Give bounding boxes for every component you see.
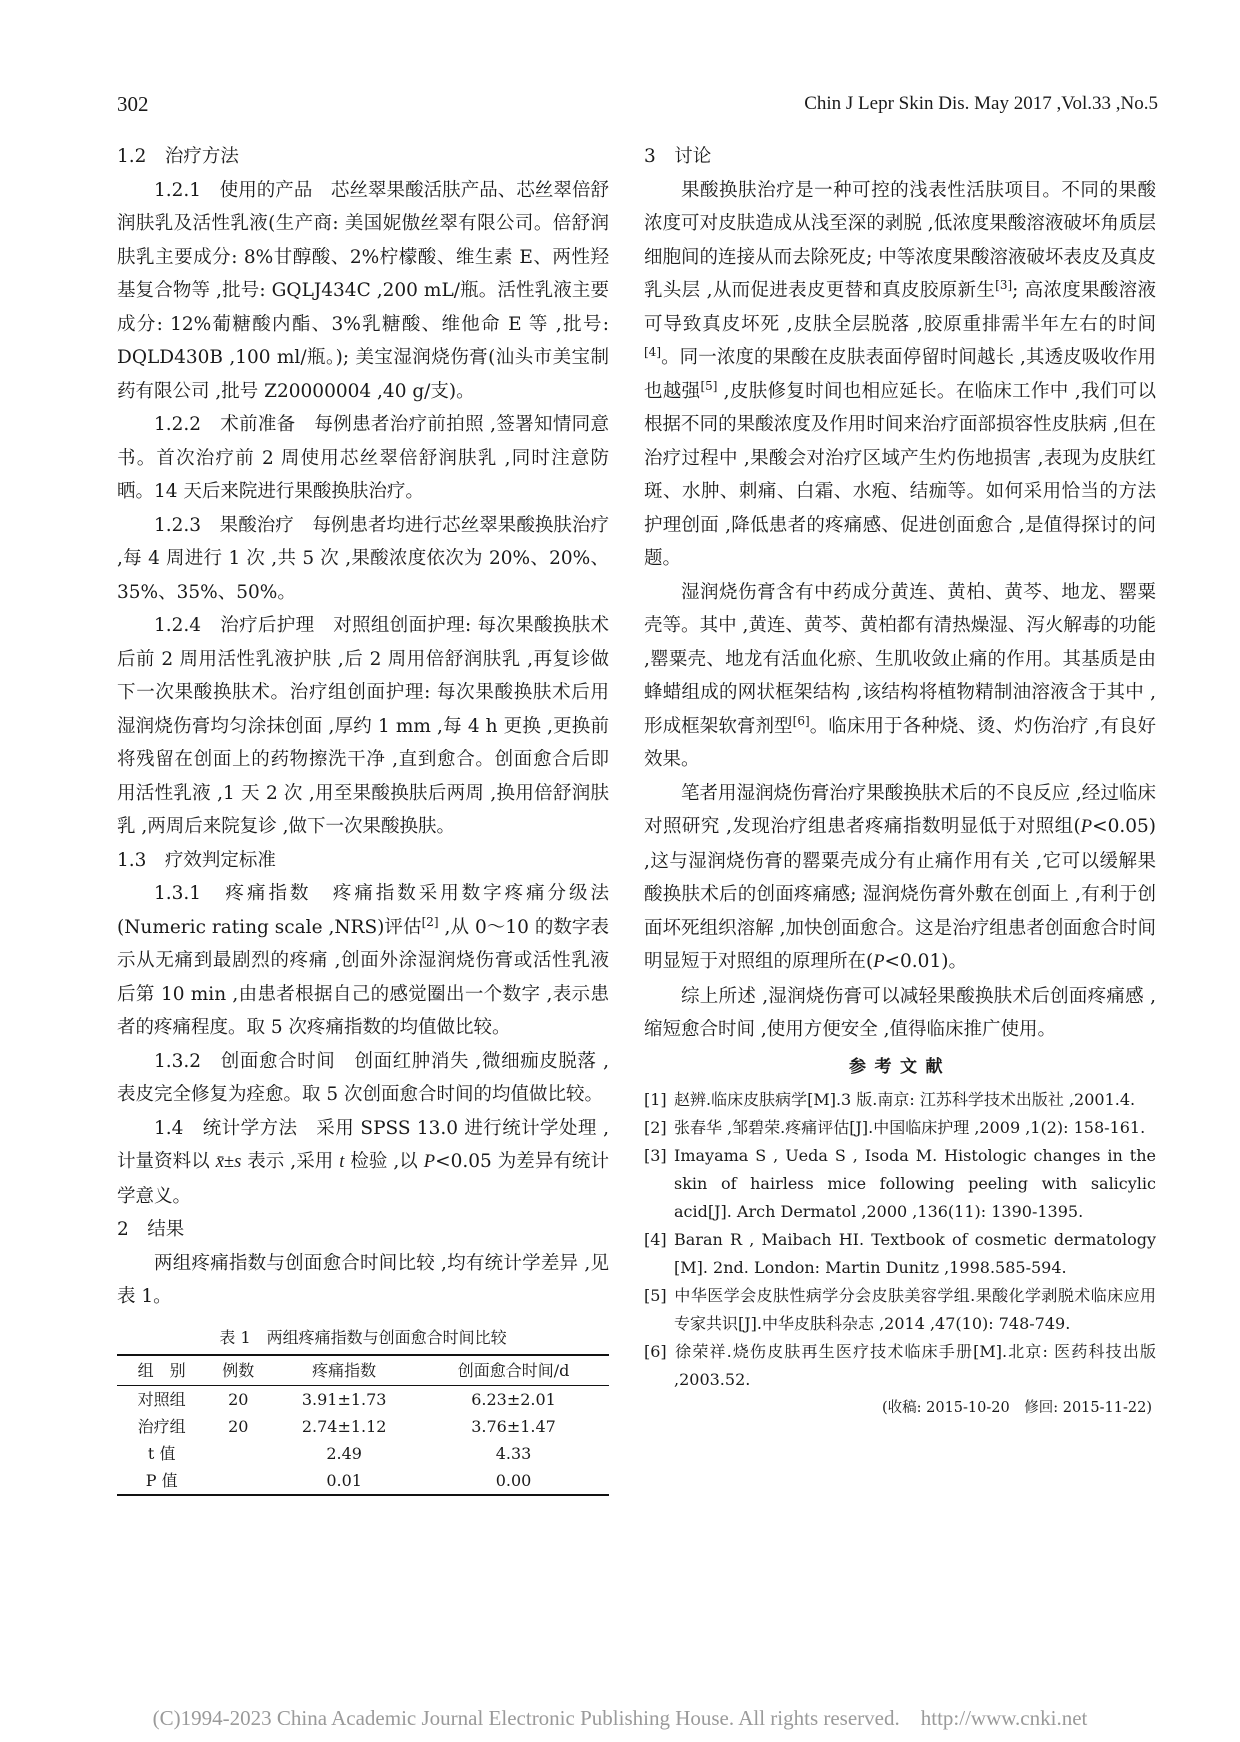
table-row	[117, 1413, 609, 1440]
paragraph	[644, 777, 1156, 980]
text-run: <0.01)。	[884, 951, 967, 972]
text-run: 1.4 统计学方法 采用 SPSS 13.0 进行统计学处理 ,计量资料以	[117, 1117, 609, 1172]
table-header-cell: 疼痛指数	[270, 1355, 418, 1386]
table-caption: 表 1 两组疼痛指数与创面愈合时间比较	[219, 1327, 507, 1347]
reference-item	[644, 1226, 1156, 1282]
reference-number: [6]	[644, 1342, 667, 1361]
left-column	[117, 140, 609, 1496]
table-row	[117, 1385, 609, 1413]
table-cell: 2.74±1.12	[301, 1416, 387, 1436]
text-run: 1.3.1 疼痛指数 疼痛指数采用数字疼痛分级法(Numeric rating scale ,NRS)评估	[117, 883, 609, 938]
table-cell	[206, 1467, 270, 1495]
reference-text: Imayama S , Ueda S , Isoda M. Histologic changes in the skin of hairless mice following peeling with salicylic acid[J]. Arch Dermatol ,2000 ,136(11): 1390-1395.	[674, 1146, 1156, 1221]
running-header: Chin J Lepr Skin Dis. May 2017 ,Vol.33 ,No.5	[804, 93, 1158, 114]
table-cell: 4.33	[495, 1443, 532, 1463]
reference-item	[644, 1338, 1156, 1394]
table-cell: 6.23±2.01	[471, 1389, 556, 1409]
reference-text: 赵辨.临床皮肤病学[M].3 版.南京: 江苏科学技术出版社 ,2001.4.	[674, 1090, 1136, 1109]
reference-item	[644, 1114, 1156, 1142]
table-row	[117, 1467, 609, 1495]
table-header-row	[117, 1355, 609, 1386]
table-cell: 0.01	[270, 1467, 418, 1495]
table-header-cell: 例数	[206, 1355, 270, 1386]
reference-item	[644, 1282, 1156, 1338]
table-cell: 0.00	[418, 1467, 609, 1495]
text-run: 。临床用于各种烧、烫、灼伤治疗 ,有良好效果。	[644, 715, 1156, 770]
paragraph: 两组疼痛指数与创面愈合时间比较 ,均有统计学差异 ,见表 1。	[117, 1252, 609, 1307]
text-run: 湿润烧伤膏含有中药成分黄连、黄柏、黄芩、地龙、罂粟壳等。其中 ,黄连、黄芩、黄柏都有清热燥湿、泻火解毒的功能 ,罂粟壳、地龙有活血化瘀、生肌收敛止痛的作用。其基质是由蜂蜡组成的网状框架结构 ,该结构将植物精制油溶液含于其中 ,形成框架软膏剂型	[644, 581, 1156, 737]
text-run: ,皮肤修复时间也相应延长。在临床工作中 ,我们可以根据不同的果酸浓度及作用时间来治疗面部损容性皮肤病 ,但在治疗过程中 ,果酸会对治疗区域产生灼伤地损害 ,表现为皮肤红斑、水肿、刺痛、白霜、水疱、结痂等。如何采用恰当的方法护理创面 ,降低患者的疼痛感、促进创面愈合 ,是值得探讨的问题。	[644, 380, 1156, 569]
math-symbol: P	[873, 952, 885, 972]
paragraph	[117, 877, 609, 1045]
table-cell: t 值	[147, 1443, 176, 1463]
paragraph: 1.3.2 创面愈合时间 创面红肿消失 ,微细痂皮脱落 ,表皮完全修复为痊愈。取 5 次创面愈合时间的均值做比较。	[117, 1050, 609, 1105]
received-revised-dates: (收稿: 2015-10-20 修回: 2015-11-22)	[881, 1400, 1152, 1416]
table-cell: P 值	[117, 1467, 206, 1495]
reference-list	[644, 1086, 1156, 1394]
paragraph: 1.2.4 治疗后护理 对照组创面护理: 每次果酸换肤术后前 2 周用活性乳液护肤 ,后 2 周用倍舒润肤乳 ,再复诊做下一次果酸换肤术。治疗组创面护理: 每次果酸换肤术后用湿润烧伤膏均匀涂抹创面 ,厚约 1 mm ,每 4 h 更换 ,更换前将残留在创面上的药物擦洗干净 ,直到愈合。创面愈合后即用活性乳液 ,1 天 2 次 ,用至果酸换肤后两周 ,换用倍舒润肤乳 ,两周后来院复诊 ,做下一次果酸换肤。	[117, 615, 609, 837]
copyright-footer: (C)1994-2023 China Academic Journal Electronic Publishing House. All rights reserved. http://www.cnki.net	[152, 1706, 1088, 1730]
text-run: <0.05) ,这与湿润烧伤膏的罂粟壳成分有止痛作用有关 ,它可以缓解果酸换肤术后的创面疼痛感; 湿润烧伤膏外敷在创面上 ,有利于创面坏死组织溶解 ,加快创面愈合。这是治疗组患者创面愈合时间明显短于对照组的原理所在(	[644, 816, 1156, 972]
section-heading: 3 讨论	[644, 146, 712, 167]
paragraph: 综上所述 ,湿润烧伤膏可以减轻果酸换肤术后创面疼痛感 ,缩短愈合时间 ,使用方便安全 ,值得临床推广使用。	[644, 985, 1156, 1040]
reference-text: 张春华 ,邹碧荣.疼痛评估[J].中国临床护理 ,2009 ,1(2): 158-161.	[674, 1118, 1146, 1137]
table-header-cell: 组 别	[117, 1355, 206, 1386]
paragraph: 1.2.3 果酸治疗 每例患者均进行芯丝翠果酸换肤治疗 ,每 4 周进行 1 次 ,共 5 次 ,果酸浓度依次为 20%、20%、35%、35%、50%。	[117, 514, 609, 603]
reference-item	[644, 1086, 1156, 1114]
reference-number: [3]	[644, 1146, 667, 1165]
citation: [6]	[792, 713, 810, 728]
reference-number: [2]	[644, 1118, 667, 1137]
citation: [2]	[421, 914, 439, 929]
text-run: 检验 ,以	[344, 1151, 424, 1172]
paragraph	[644, 576, 1156, 777]
page-number: 302	[117, 92, 149, 116]
section-heading: 1.3 疗效判定标准	[117, 849, 276, 871]
paragraph	[117, 1112, 609, 1214]
citation: [5]	[700, 378, 718, 393]
paragraph: 1.2.1 使用的产品 芯丝翠果酸活肤产品、芯丝翠倍舒润肤乳及活性乳液(生产商: 美国妮傲丝翠有限公司。倍舒润肤乳主要成分: 8%甘醇酸、2%柠檬酸、维生素 E、两性羟基复合物等 ,批号: GQLJ434C ,200 mL/瓶。活性乳液主要成分: 12%葡糖酸内酯、3%乳糖酸、维他命 E 等 ,批号: DQLD430B ,100 ml/瓶。); 美宝湿润烧伤膏(汕头市美宝制药有限公司 ,批号 Z20000004 ,40 g/支)。	[117, 179, 609, 402]
table-cell: 20	[228, 1389, 249, 1409]
table-cell: 3.91±1.73	[301, 1389, 387, 1409]
text-run: 。同一浓度的果酸在皮肤表面停留时间越长 ,其透皮吸收作用也越强	[644, 347, 1156, 402]
text-run: ,从 0～10 的数字表示从无痛到最剧烈的疼痛 ,创面外涂湿润烧伤膏或活性乳液后第 10 min ,由患者根据自己的感觉圈出一个数字 ,表示患者的疼痛程度。取 5 次疼痛指数的均值做比较。	[117, 916, 609, 1038]
table-row	[117, 1440, 609, 1467]
math-symbol: P	[423, 1152, 436, 1172]
references-title: 参考文献	[849, 1056, 951, 1077]
table-cell: 治疗组	[137, 1416, 186, 1436]
paragraph: 1.2.2 术前准备 每例患者治疗前拍照 ,签署知情同意书。首次治疗前 2 周使用芯丝翠倍舒润肤乳 ,同时注意防晒。14 天后来院进行果酸换肤治疗。	[117, 414, 609, 502]
reference-text: Baran R , Maibach HI. Textbook of cosmetic dermatology [M]. 2nd. London: Martin Dunitz ,1998.585-594.	[674, 1230, 1156, 1277]
math-symbol: t	[339, 1152, 345, 1172]
paragraph	[644, 174, 1156, 576]
text-run: 表示 ,采用	[241, 1151, 340, 1172]
table-cell: 2.49	[326, 1443, 362, 1463]
right-column	[644, 140, 1156, 1422]
text-run: 果酸换肤治疗是一种可控的浅表性活肤项目。不同的果酸浓度可对皮肤造成从浅至深的剥脱 ,低浓度果酸溶液破坏角质层细胞间的连接从而去除死皮; 中等浓度果酸溶液破坏表皮及真皮乳头层 ,从而促进表皮更替和真皮胶原新生	[644, 179, 1156, 301]
reference-number: [5]	[644, 1286, 667, 1305]
citation: [3]	[995, 277, 1013, 292]
reference-number: [4]	[644, 1230, 667, 1249]
section-heading: 1.2 治疗方法	[117, 146, 239, 167]
text-run: 笔者用湿润烧伤膏治疗果酸换肤术后的不良反应 ,经过临床对照研究 ,发现治疗组患者疼痛指数明显低于对照组(	[644, 782, 1156, 837]
table-cell: 3.76±1.47	[471, 1416, 556, 1436]
table-header-cell: 创面愈合时间/d	[418, 1355, 609, 1386]
reference-number: [1]	[644, 1090, 667, 1109]
math-symbol: x̄±s	[215, 1152, 242, 1172]
citation: [4]	[644, 344, 661, 359]
table-cell: 20	[228, 1416, 249, 1436]
section-heading: 2 结果	[117, 1219, 185, 1240]
results-table	[117, 1354, 609, 1496]
text-run: ; 高浓度果酸溶液可导致真皮坏死 ,皮肤全层脱落 ,胶原重排需半年左右的时间	[644, 280, 1156, 335]
reference-item	[644, 1142, 1156, 1226]
reference-text: 徐荣祥.烧伤皮肤再生医疗技术临床手册[M].北京: 医药科技出版 ,2003.52.	[674, 1342, 1156, 1389]
math-symbol: P	[1080, 817, 1093, 837]
table-cell: 对照组	[137, 1389, 186, 1409]
text-run: <0.05 为差异有统计学意义。	[117, 1151, 609, 1207]
reference-text: 中华医学会皮肤性病学分会皮肤美容学组.果酸化学剥脱术临床应用专家共识[J].中华皮肤科杂志 ,2014 ,47(10): 748-749.	[674, 1286, 1156, 1333]
table-cell	[206, 1440, 270, 1467]
